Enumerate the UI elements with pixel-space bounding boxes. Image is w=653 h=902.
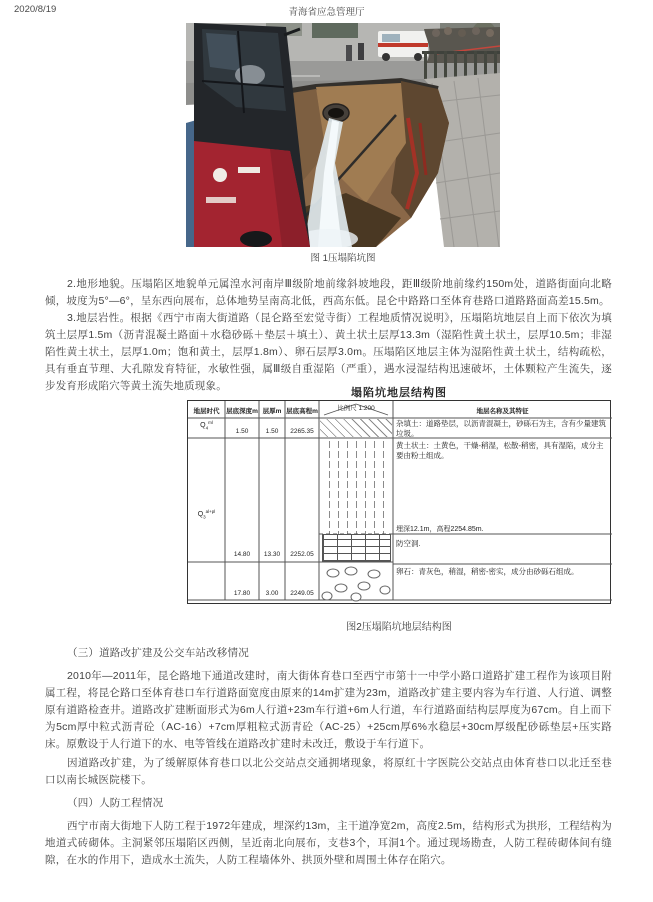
elevation-row2: 2252.05 — [290, 551, 314, 558]
heading-civil-defense: （四）人防工程情况 — [67, 797, 164, 809]
era-row2: $Q_3^{al+pl}$ — [197, 509, 216, 520]
thickness-row1: 1.50 — [265, 428, 279, 435]
paragraph-bus-station: 因道路改扩建，为了缓解原体育巷口以北公交站点交通拥堵现象，将原红十字医院公交站点由体育巷口以北迁至巷口以南长城医院楼下。 — [45, 757, 612, 786]
shelter-label: 防空洞. — [396, 539, 421, 548]
photo-illustration — [186, 23, 500, 247]
stratum-diagram — [187, 400, 611, 604]
figure2-caption: 图2压塌陷坑地层结构图 — [346, 622, 452, 633]
header-description: 地层名称及其特征 — [476, 408, 529, 415]
shattered-window — [235, 65, 265, 85]
paragraph-road: 2010年—2011年，昆仑路地下通道改建时，南大街体育巷口至西宁市第十一中学小路口道路扩建工程作为该项目附属工程，将昆仑路口至体育巷口车行道路面宽度由原来的14m扩建为23m，道路改扩建主要内容为车行道、人行道、调整原有道路检查井。道路改扩建断面形式为6m人行道+23m车行道+6m人行道，车行道路面结构层厚度为67cm。自上而下为5cm厚中粒式沥青砼（AC-16）+7cm厚粗粒式沥青砼（AC-25）+25cm厚6%水稳层+30cm厚级配砂砾垫层+压实路床。原敷设于人行道下的水、电等管线在道路改扩建时未改迁，敷设于车行道下。 — [45, 670, 612, 750]
collapse-pit-photo — [186, 23, 500, 247]
depth-row1: 1.50 — [235, 428, 249, 435]
paragraph-lithology: 3.地层岩性。根据《西宁市南大街道路（昆仑路至宏觉寺街）工程地质情况说明》，压塌陷坑地层自上而下依次为填筑土层厚1.5m（沥青混凝土路面＋水稳砂砾＋垫层＋填土）、黄土状土层厚13.3m（湿陷性黄土状土，层厚10.5m；非湿陷性黄土状土，层厚1.0m；饱和黄土，层厚1.8m）、卵石层厚3.0m。压塌陷区地层主体为湿陷性黄土状土，结构疏松，具有垂直节理、大孔隙发育特征，水敏性强，属Ⅲ级自重湿陷（严重），遇水浸湿结构迅速破坏，土体颗粒产生流失，逐步发育形成陷穴等黄土流失地质现象。 — [45, 312, 612, 392]
header-date: 2020/8/19 — [14, 4, 57, 15]
elevation-row3: 2249.05 — [290, 590, 314, 597]
shelter-depth-note: 埋深12.1m，高程2254.85m. — [396, 526, 484, 533]
depth-row3: 17.80 — [233, 590, 251, 597]
heading-road-section: （三）道路改扩建及公交车站改移情况 — [67, 647, 249, 659]
ambulance — [378, 31, 428, 61]
header-depth: 层底深度m — [226, 408, 258, 415]
thickness-row2: 13.30 — [263, 551, 281, 558]
thickness-row3: 3.00 — [265, 590, 279, 597]
figure1-caption: 图 1压塌陷坑图 — [310, 253, 376, 264]
paragraph-terrain: 2.地形地貌。压塌陷区地貌单元属湟水河南岸Ⅲ级阶地前缘斜坡地段，距Ⅲ级阶地前缘约150m处，道路街面向北略倾，坡度为5°—6°，呈东西向展布，总体地势呈南高北低，西高东低。昆仑中路路口至体育巷路口道路路面高差15.5m。 — [45, 278, 612, 307]
elevation-row1: 2265.35 — [290, 428, 314, 435]
desc-row3: 卵石：青灰色，稍湿，稍密-密实，成分由砂砾石组成。 — [396, 567, 579, 576]
desc-row2: 黄土状土：土黄色，干燥-稍湿，松散-稍密，具有湿陷，成分主要由粉土组成。 — [396, 441, 604, 460]
era-row1: $Q_4^{ml}$ — [200, 420, 213, 431]
figure2-title: 塌陷坑地层结构图 — [351, 387, 447, 399]
desc-row1: 杂填土：道路垫层，以沥青混凝土，砂砾石为主，含有少量建筑垃圾。 — [396, 419, 606, 438]
depth-row2: 14.80 — [233, 551, 251, 558]
header-scale: 比例尺 1:200 — [337, 405, 375, 412]
cobble-pattern — [322, 567, 390, 601]
header-site-title: 青海省应急管理厅 — [288, 7, 365, 18]
broken-pipe — [323, 104, 349, 122]
header-thickness: 层厚m — [262, 408, 282, 415]
paragraph-civil-defense: 西宁市南大街地下人防工程于1972年建成，埋深约13m，主干道净宽2m，高度2.5m，结构形式为拱形，工程结构为地道式砖砌体。主洞紧邻压塌陷区西侧，呈近南北向展布，支巷3个，耳洞1个。通过现场勘查，人防工程砖砌体间有缝隙，在水的作用下，造成水土流失，人防工程墙体外、拱顶外壁和周围土体存在陷穴。 — [45, 820, 612, 866]
header-elevation: 层底高程m — [286, 408, 318, 415]
header-era: 地层时代 — [193, 408, 220, 415]
